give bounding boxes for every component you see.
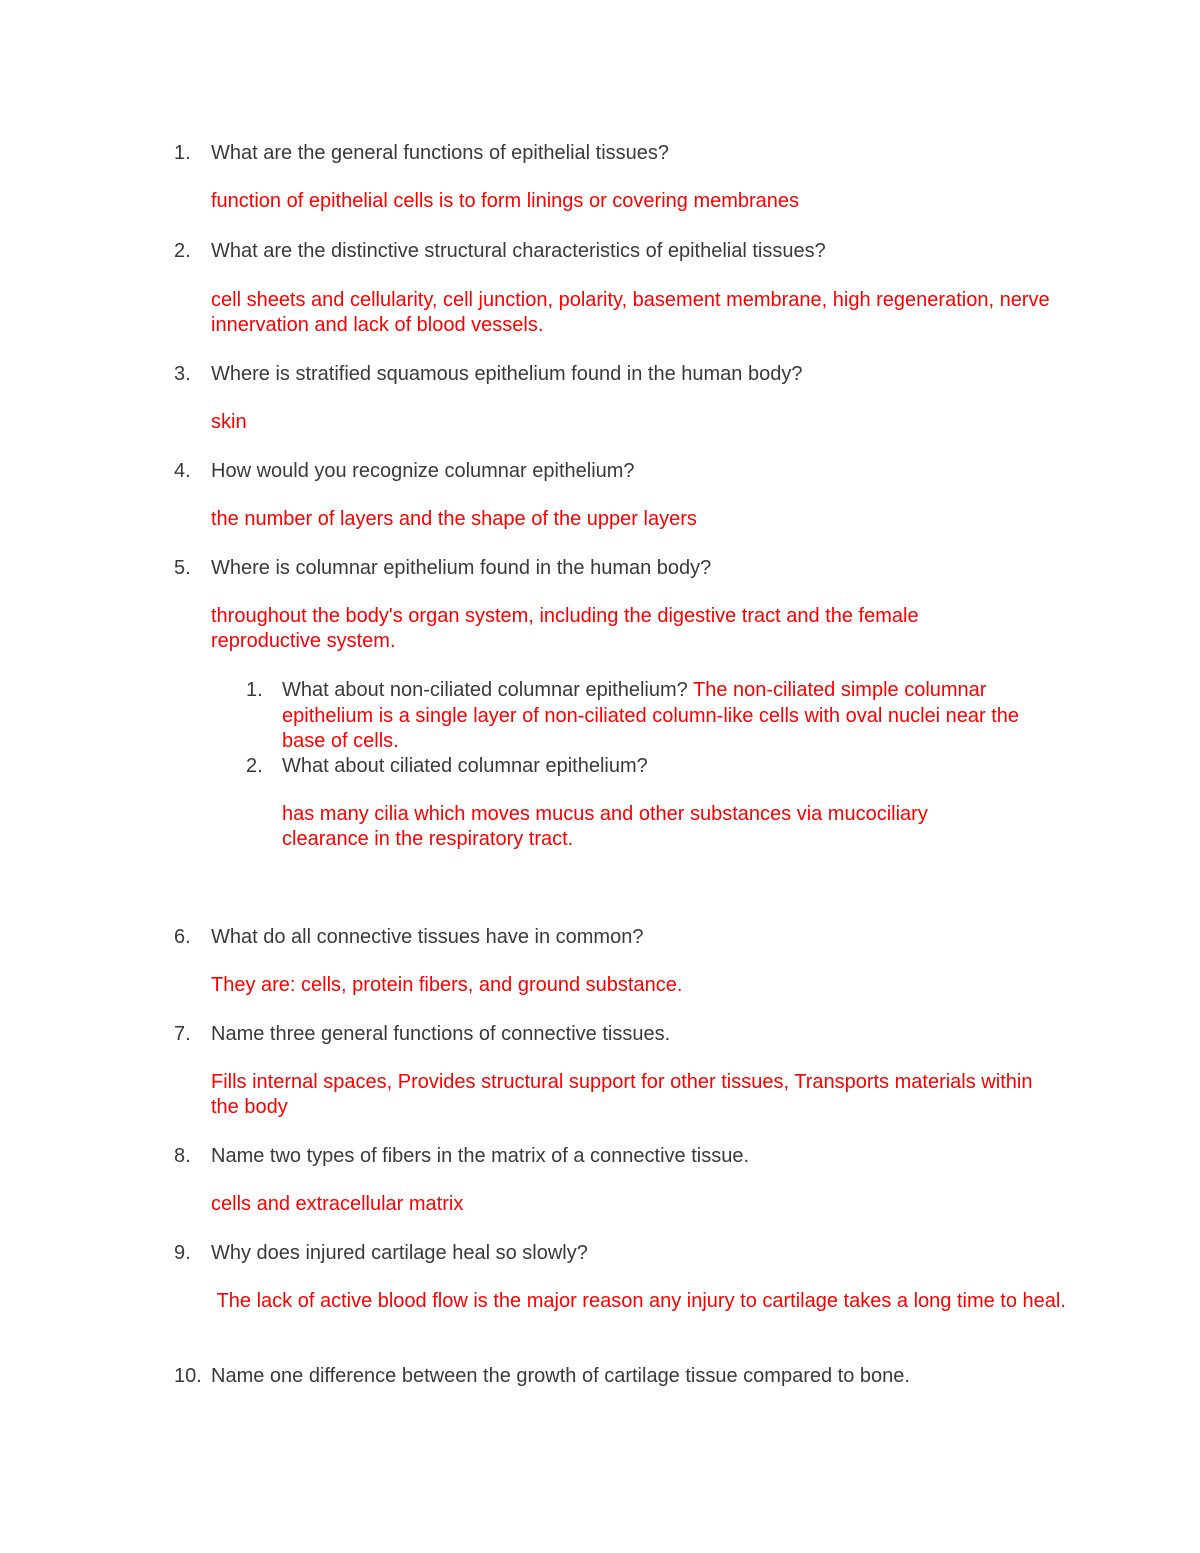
question-9: Why does injured cartilage heal so slowly?	[211, 1242, 588, 1264]
subitem-number: 1.	[246, 679, 263, 701]
answer-9: The lack of active blood flow is the major reason any injury to cartilage takes a long time to heal.	[211, 1290, 1066, 1312]
subanswer-5-1: The non-ciliated simple columnar epithelium is a single layer of non-ciliated column-like cells with oval nuclei near the base of cells.	[282, 679, 1020, 752]
answer-8: cells and extracellular matrix	[211, 1193, 464, 1215]
question-1: What are the general functions of epithelial tissues?	[211, 142, 670, 164]
question-4: How would you recognize columnar epithelium?	[211, 460, 635, 482]
answer-7: Fills internal spaces, Provides structural support for other tissues, Transports materials within the body	[211, 1071, 1033, 1118]
item-number: 2.	[174, 240, 191, 262]
subquestion-5-2: What about ciliated columnar epithelium?	[282, 755, 648, 777]
item-number: 3.	[174, 363, 191, 385]
answer-1: function of epithelial cells is to form linings or covering membranes	[211, 190, 800, 212]
question-3: Where is stratified squamous epithelium found in the human body?	[211, 363, 803, 385]
subitem-number: 2.	[246, 755, 263, 777]
answer-5: throughout the body's organ system, including the digestive tract and the female reproductive system.	[211, 605, 919, 652]
question-5: Where is columnar epithelium found in the human body?	[211, 557, 712, 579]
answer-6: They are: cells, protein fibers, and ground substance.	[211, 974, 683, 996]
subanswer-5-2: has many cilia which moves mucus and other substances via mucociliary clearance in the respiratory tract.	[282, 803, 928, 850]
question-2: What are the distinctive structural characteristics of epithelial tissues?	[211, 240, 826, 262]
subquestion-5-1	[282, 678, 1062, 755]
item-number: 7.	[174, 1023, 191, 1045]
item-number: 4.	[174, 460, 191, 482]
question-7: Name three general functions of connective tissues.	[211, 1023, 671, 1045]
question-6: What do all connective tissues have in common?	[211, 926, 644, 948]
item-number: 1.	[174, 142, 191, 164]
item-number: 10.	[174, 1365, 202, 1387]
answer-4: the number of layers and the shape of the upper layers	[211, 508, 697, 530]
item-number: 9.	[174, 1242, 191, 1264]
item-number: 6.	[174, 926, 191, 948]
answer-3: skin	[211, 411, 247, 433]
item-number: 5.	[174, 557, 191, 579]
item-number: 8.	[174, 1145, 191, 1167]
answer-2: cell sheets and cellularity, cell junction, polarity, basement membrane, high regeneration, nerve innervation and lack of blood vessels.	[211, 289, 1050, 336]
question-10: Name one difference between the growth of cartilage tissue compared to bone.	[211, 1365, 910, 1387]
question-8: Name two types of fibers in the matrix of a connective tissue.	[211, 1145, 750, 1167]
subquestion-5-1-text: What about non-ciliated columnar epithelium?	[282, 679, 688, 701]
